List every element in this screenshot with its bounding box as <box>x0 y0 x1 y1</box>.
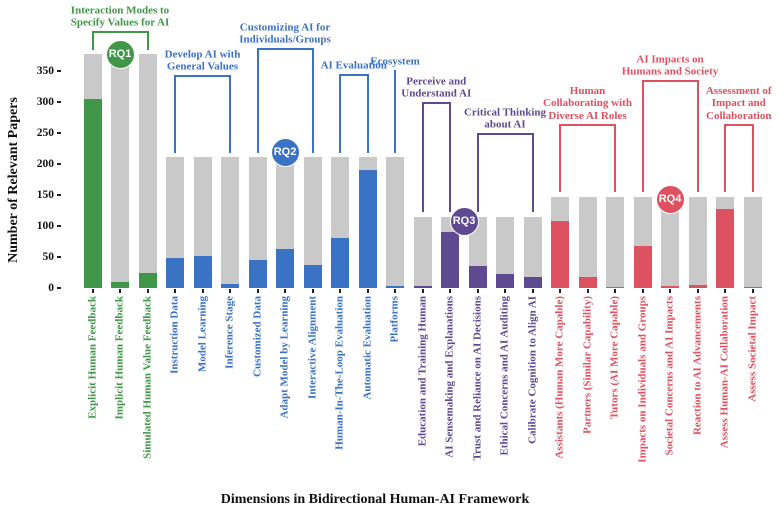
bar-total <box>606 197 624 288</box>
annotation-label-line: about AI <box>484 118 526 131</box>
x-tick-mark <box>614 289 616 293</box>
y-tick-mark <box>57 163 61 165</box>
x-category-label: Assistants (Human More Capable) <box>553 296 566 459</box>
x-tick-mark <box>559 289 561 293</box>
bar-value <box>661 286 679 288</box>
annotation-bracket <box>422 102 452 104</box>
x-tick-mark <box>587 289 589 293</box>
x-category-label: Human-In-The-Loop Evaluation <box>333 296 346 450</box>
annotation-label-line: Human <box>569 85 606 98</box>
x-tick-mark <box>422 289 424 293</box>
bar-value <box>166 258 184 288</box>
bar-value <box>524 277 542 288</box>
annotation-bracket-leg <box>367 74 369 153</box>
annotation-label-line: Ecosystem <box>370 55 420 68</box>
annotation-bracket <box>174 75 231 77</box>
bar-value <box>221 284 239 288</box>
annotation-label <box>401 75 471 100</box>
bar-value <box>84 99 102 288</box>
annotation-bracket-leg <box>422 102 424 212</box>
x-tick-mark <box>477 289 479 293</box>
rq-badge-rq2: RQ2 <box>271 138 300 167</box>
y-tick-mark <box>57 287 61 289</box>
x-category-label: Adapt Model by Learning <box>278 296 291 419</box>
annotation-label-line: Assessment of <box>705 85 772 98</box>
annotation-label <box>464 106 546 131</box>
x-category-label: Instruction Data <box>168 296 181 374</box>
x-category-label: Reaction to AI Advancements <box>691 296 703 436</box>
x-category-label: Platforms <box>388 296 401 343</box>
bar-value <box>579 277 597 288</box>
annotation-bracket-leg <box>477 133 479 212</box>
annotation-label <box>370 56 420 68</box>
bar-value <box>441 232 459 288</box>
annotation-bracket <box>477 133 534 135</box>
annotation-label-line: Interaction Modes to <box>70 4 170 17</box>
annotation-label <box>622 53 719 78</box>
y-tick-label: 100 <box>36 220 54 232</box>
y-tick-mark <box>57 194 61 196</box>
y-tick-mark <box>57 101 61 103</box>
annotation-bracket-leg <box>559 124 561 192</box>
y-tick-label: 50 <box>42 251 54 263</box>
x-tick-mark <box>147 289 149 293</box>
annotation-label <box>165 48 241 73</box>
x-tick-mark <box>312 289 314 293</box>
annotation-bracket-leg <box>147 31 149 50</box>
annotation-label-line: Individuals/Groups <box>239 33 331 46</box>
x-tick-mark <box>504 289 506 293</box>
rq-badge-rq1: RQ1 <box>106 40 135 69</box>
annotation-bracket-leg <box>752 124 754 192</box>
x-category-label: Implicit Human Feedback <box>113 296 126 420</box>
x-category-label: Ethical Concerns and AI Auditing <box>498 296 511 456</box>
x-axis-label: Dimensions in Bidirectional Human-AI Framework <box>220 492 530 507</box>
annotation-bracket-leg <box>724 124 726 192</box>
annotation-label-line: Specify Values for AI <box>70 16 170 29</box>
x-category-label: Customized Data <box>251 296 263 377</box>
y-tick-label: 200 <box>36 158 54 170</box>
y-axis-label: Number of Relevant Papers <box>6 97 21 263</box>
bar-value <box>606 287 624 288</box>
y-tick-mark <box>57 225 61 227</box>
annotation-label-line: Diverse AI Roles <box>548 109 627 122</box>
bar-total <box>139 54 157 288</box>
y-tick-label: 350 <box>36 65 54 77</box>
annotation-connector-line <box>394 70 396 153</box>
annotation-label-line: Develop AI with <box>164 48 241 61</box>
x-tick-mark <box>642 289 644 293</box>
bar-value <box>496 274 514 288</box>
annotation-label-line: Critical Thinking <box>463 106 547 119</box>
annotation-label <box>543 85 632 122</box>
annotation-bracket <box>92 31 149 33</box>
annotation-label-line: Perceive and <box>406 75 467 88</box>
x-tick-mark <box>339 289 341 293</box>
bar-total <box>386 157 404 288</box>
bar-value <box>304 265 322 288</box>
annotation-bracket <box>339 74 369 76</box>
x-tick-mark <box>92 289 94 293</box>
x-tick-mark <box>724 289 726 293</box>
y-tick-mark <box>57 132 61 134</box>
bar-value <box>249 260 267 288</box>
annotation-bracket-leg <box>697 80 699 192</box>
bar-value <box>634 246 652 288</box>
bar-total <box>744 197 762 288</box>
bar-value <box>689 285 707 288</box>
annotation-label-line: Impact and <box>711 97 766 110</box>
annotation-label-line: AI Impacts on <box>636 53 704 66</box>
x-category-label: Impacts on Individuals and Groups <box>636 296 648 463</box>
bar-value <box>551 221 569 288</box>
annotation-bracket-leg <box>532 133 534 212</box>
annotation-label-line: Humans and Society <box>621 65 719 78</box>
x-category-label: Trust and Reliance on AI Decisions <box>471 296 483 461</box>
annotation-label-line: Understand AI <box>401 87 472 100</box>
annotation-label-line: General Values <box>166 60 239 73</box>
x-category-label: AI Sensemaking and Explanations <box>443 296 456 458</box>
annotation-bracket <box>257 48 314 50</box>
annotation-bracket-leg <box>174 75 176 153</box>
x-tick-mark <box>669 289 671 293</box>
annotation-label <box>239 21 331 46</box>
y-tick-label: 150 <box>36 189 54 201</box>
x-category-label: Automatic Evaluation <box>361 296 373 400</box>
bar-value <box>414 286 432 288</box>
y-tick-mark <box>57 256 61 258</box>
annotation-bracket-leg <box>92 31 94 50</box>
x-category-label: Assess Human-AI Collaboration <box>718 296 731 449</box>
annotation-bracket-leg <box>339 74 341 153</box>
x-category-label: Tutors (AI More Capable) <box>608 296 621 420</box>
x-tick-mark <box>119 289 121 293</box>
annotation-bracket-leg <box>642 80 644 192</box>
x-category-label: Calibrate Cognition to Align AI <box>526 296 538 444</box>
bar-value <box>111 282 129 288</box>
bar-value <box>139 273 157 289</box>
bar-value <box>331 238 349 288</box>
annotation-label-line: Collaborating with <box>543 97 632 110</box>
y-tick-label: 250 <box>36 127 54 139</box>
x-category-label: Simulated Human Value Feedback <box>141 296 153 459</box>
annotation-label-line: Customizing AI for <box>239 21 331 34</box>
rq-badge-rq4: RQ4 <box>656 185 685 214</box>
bar-value <box>716 209 734 288</box>
x-tick-mark <box>284 289 286 293</box>
rq-badge-rq3: RQ3 <box>450 207 479 236</box>
bar-total <box>579 197 597 288</box>
bar-total <box>689 197 707 288</box>
annotation-label-line: AI Evaluation <box>320 59 387 72</box>
annotation-bracket <box>559 124 616 126</box>
bar-value <box>744 287 762 288</box>
annotation-bracket-leg <box>229 75 231 153</box>
y-tick-mark <box>57 70 61 72</box>
x-category-label: Model Learning <box>196 296 208 373</box>
bar-total <box>111 54 129 288</box>
x-tick-mark <box>449 289 451 293</box>
y-tick-label: 300 <box>36 96 54 108</box>
x-category-label: Societal Concerns and AI Impacts <box>663 296 676 456</box>
annotation-bracket-leg <box>614 124 616 192</box>
bar-total <box>221 157 239 288</box>
annotation-label <box>706 85 772 122</box>
x-category-label: Explicit Human Feedback <box>86 296 98 419</box>
annotation-label-line: Collaboration <box>706 109 772 122</box>
annotation-label <box>71 4 170 29</box>
x-tick-mark <box>532 289 534 293</box>
bar-total <box>414 217 432 288</box>
x-category-label: Partners (Similar Capability) <box>581 296 593 434</box>
bar-value <box>276 249 294 288</box>
y-tick-label: 0 <box>48 282 54 294</box>
x-tick-mark <box>257 289 259 293</box>
annotation-bracket <box>724 124 754 126</box>
bar-value <box>386 286 404 288</box>
x-tick-mark <box>752 289 754 293</box>
x-tick-mark <box>229 289 231 293</box>
annotation-bracket <box>642 80 699 82</box>
annotation-bracket-leg <box>257 48 259 153</box>
bar-value <box>469 266 487 288</box>
x-tick-mark <box>202 289 204 293</box>
annotation-bracket-leg <box>449 102 451 212</box>
annotation-bracket-leg <box>312 48 314 153</box>
bar-value <box>194 256 212 288</box>
x-tick-mark <box>367 289 369 293</box>
x-tick-mark <box>394 289 396 293</box>
x-category-label: Assess Societal Impact <box>746 296 758 402</box>
x-tick-mark <box>697 289 699 293</box>
x-category-label: Education and Training Human <box>416 296 428 447</box>
bar-value <box>359 170 377 288</box>
x-tick-mark <box>174 289 176 293</box>
x-category-label: Inference Stage <box>223 296 236 369</box>
x-category-label: Interactive Alignment <box>306 296 318 399</box>
